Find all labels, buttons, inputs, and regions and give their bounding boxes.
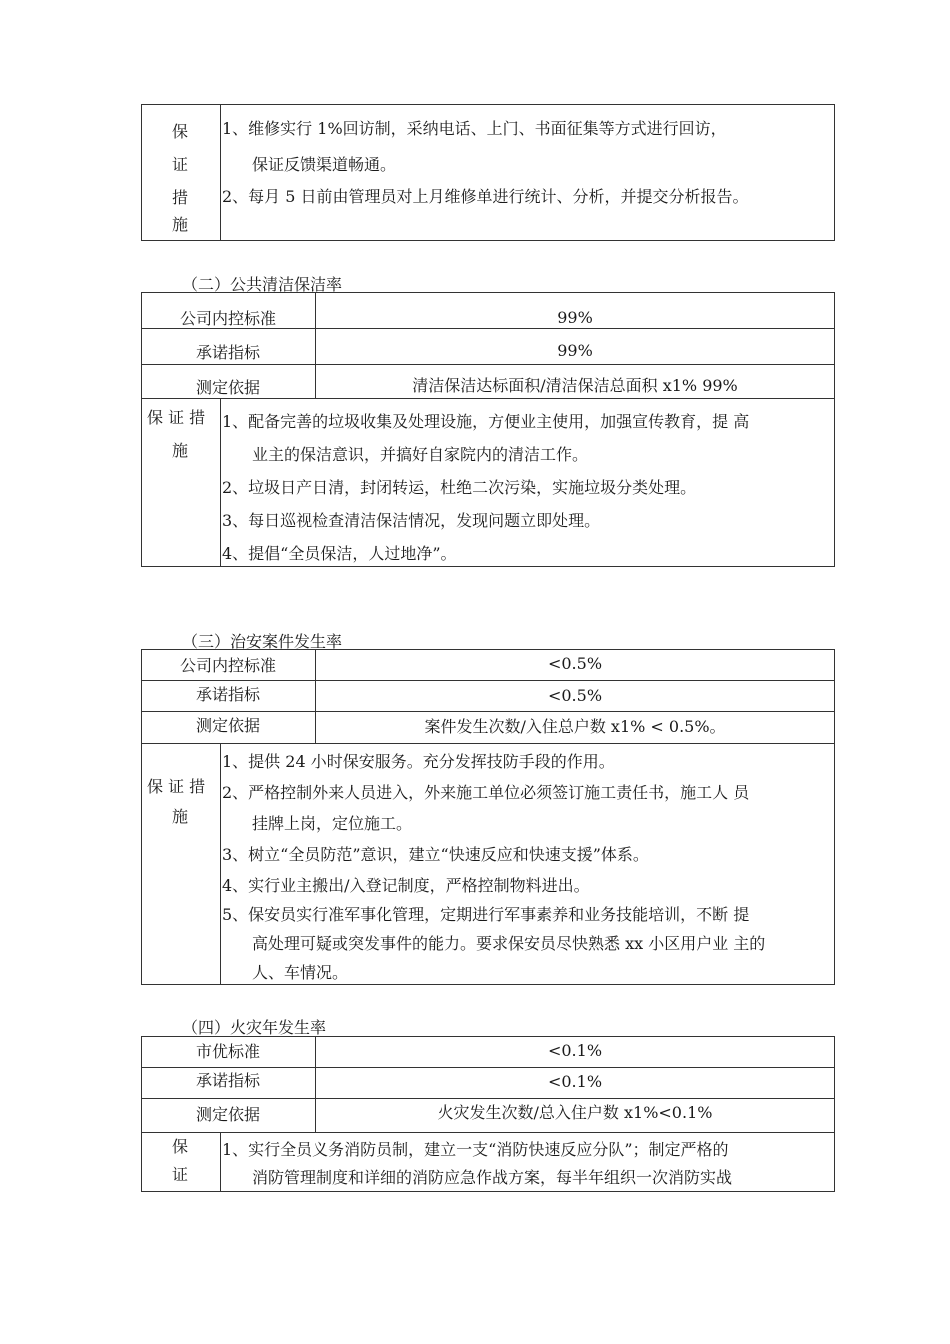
- sec3-row-value: <0.5%: [547, 686, 603, 705]
- sec3-row-value: <0.5%: [547, 654, 603, 673]
- sec4-item: 1、实行全员义务消防员制，建立一支“消防快速反应分队”；制定严格的: [222, 1140, 729, 1159]
- sec1-item: 1、维修实行 1%回访制，采纳电话、上门、书面征集等方式进行回访，: [222, 119, 727, 138]
- sec4-col-divider-bottom: [220, 1132, 221, 1192]
- sec2-row-value: 99%: [557, 341, 593, 360]
- sec4-item: 消防管理制度和详细的消防应急作战方案，每半年组织一次消防实战: [252, 1168, 733, 1187]
- sec4-heading: （四）火灾年发生率: [182, 1018, 327, 1037]
- sec4-row-value: 火灾发生次数/总入住户数 x1%<0.1%: [437, 1103, 713, 1122]
- sec2-row-label: 测定依据: [195, 378, 260, 397]
- sec3-row-line: [141, 680, 835, 681]
- sec4-measure-label-char: 证: [172, 1165, 189, 1184]
- sec3-item: 3、树立“全员防范”意识，建立“快速反应和快速支援”体系。: [222, 845, 649, 864]
- sec3-col-divider-bottom: [220, 743, 221, 985]
- sec3-row-label: 公司内控标准: [179, 656, 276, 675]
- sec2-row-line: [141, 364, 835, 365]
- sec3-heading: （三）治安案件发生率: [182, 632, 343, 651]
- sec4-row-value: <0.1%: [547, 1072, 603, 1091]
- sec3-item: 高处理可疑或突发事件的能力。要求保安员尽快熟悉 xx 小区用户业 主的: [252, 934, 766, 953]
- sec3-item: 1、提供 24 小时保安服务。充分发挥技防手段的作用。: [222, 752, 615, 771]
- sec3-row-label: 承诺指标: [195, 685, 260, 704]
- sec4-row-label: 测定依据: [195, 1105, 260, 1124]
- sec3-item: 挂牌上岗，定位施工。: [252, 814, 413, 833]
- sec2-item: 4、提倡“全员保洁，人过地净”。: [222, 544, 457, 563]
- sec3-item: 2、严格控制外来人员进入，外来施工单位必须签订施工责任书，施工人 员: [222, 783, 750, 802]
- sec2-row-value: 清洁保洁达标面积/清洁保洁总面积 x1% 99%: [412, 376, 738, 395]
- sec2-item: 1、配备完善的垃圾收集及处理设施，方便业主使用，加强宣传教育，提 高: [222, 412, 750, 431]
- sec1-divider: [220, 104, 221, 241]
- sec2-row-value: 99%: [557, 308, 593, 327]
- sec2-measure-label: 保 证 措: [147, 408, 206, 427]
- sec1-label-char: 证: [172, 155, 189, 174]
- sec4-row-value: <0.1%: [547, 1041, 603, 1060]
- sec4-row-line: [141, 1132, 835, 1133]
- sec4-row-line: [141, 1067, 835, 1068]
- sec2-heading: （二）公共清洁保洁率: [182, 275, 343, 294]
- sec1-label-char: 措: [172, 188, 189, 207]
- sec2-item: 3、每日巡视检查清洁保洁情况，发现问题立即处理。: [222, 511, 601, 530]
- sec3-measure-label: 施: [172, 807, 189, 826]
- sec3-item: 5、保安员实行准军事化管理，定期进行军事素养和业务技能培训，不断 提: [222, 905, 750, 924]
- sec3-item: 人、车情况。: [252, 963, 349, 982]
- sec2-item: 业主的保洁意识，并搞好自家院内的清洁工作。: [252, 445, 589, 464]
- sec2-row-label: 承诺指标: [195, 343, 260, 362]
- sec4-measure-label-char: 保: [172, 1137, 189, 1156]
- sec1-label-char: 施: [172, 215, 189, 234]
- sec4-row-label: 承诺指标: [195, 1071, 260, 1090]
- sec4-row-line: [141, 1098, 835, 1099]
- sec1-label-char: 保: [172, 122, 189, 141]
- sec3-item: 4、实行业主搬出/入登记制度，严格控制物料进出。: [222, 876, 590, 895]
- sec2-row-line: [141, 398, 835, 399]
- sec2-item: 2、垃圾日产日清，封闭转运，杜绝二次污染，实施垃圾分类处理。: [222, 478, 697, 497]
- sec2-col-divider-bottom: [220, 398, 221, 567]
- sec1-item: 保证反馈渠道畅通。: [252, 155, 397, 174]
- sec3-row-line: [141, 711, 835, 712]
- sec3-measure-label: 保 证 措: [147, 777, 206, 796]
- sec1-item: 2、每月 5 日前由管理员对上月维修单进行统计、分析，并提交分析报告。: [222, 187, 749, 206]
- sec3-row-line: [141, 743, 835, 744]
- sec2-measure-label: 施: [172, 441, 189, 460]
- sec3-row-label: 测定依据: [195, 716, 260, 735]
- sec3-row-value: 案件发生次数/入住总户数 x1% < 0.5%。: [424, 717, 726, 736]
- sec4-row-label: 市优标准: [195, 1042, 260, 1061]
- sec2-row-label: 公司内控标准: [179, 309, 276, 328]
